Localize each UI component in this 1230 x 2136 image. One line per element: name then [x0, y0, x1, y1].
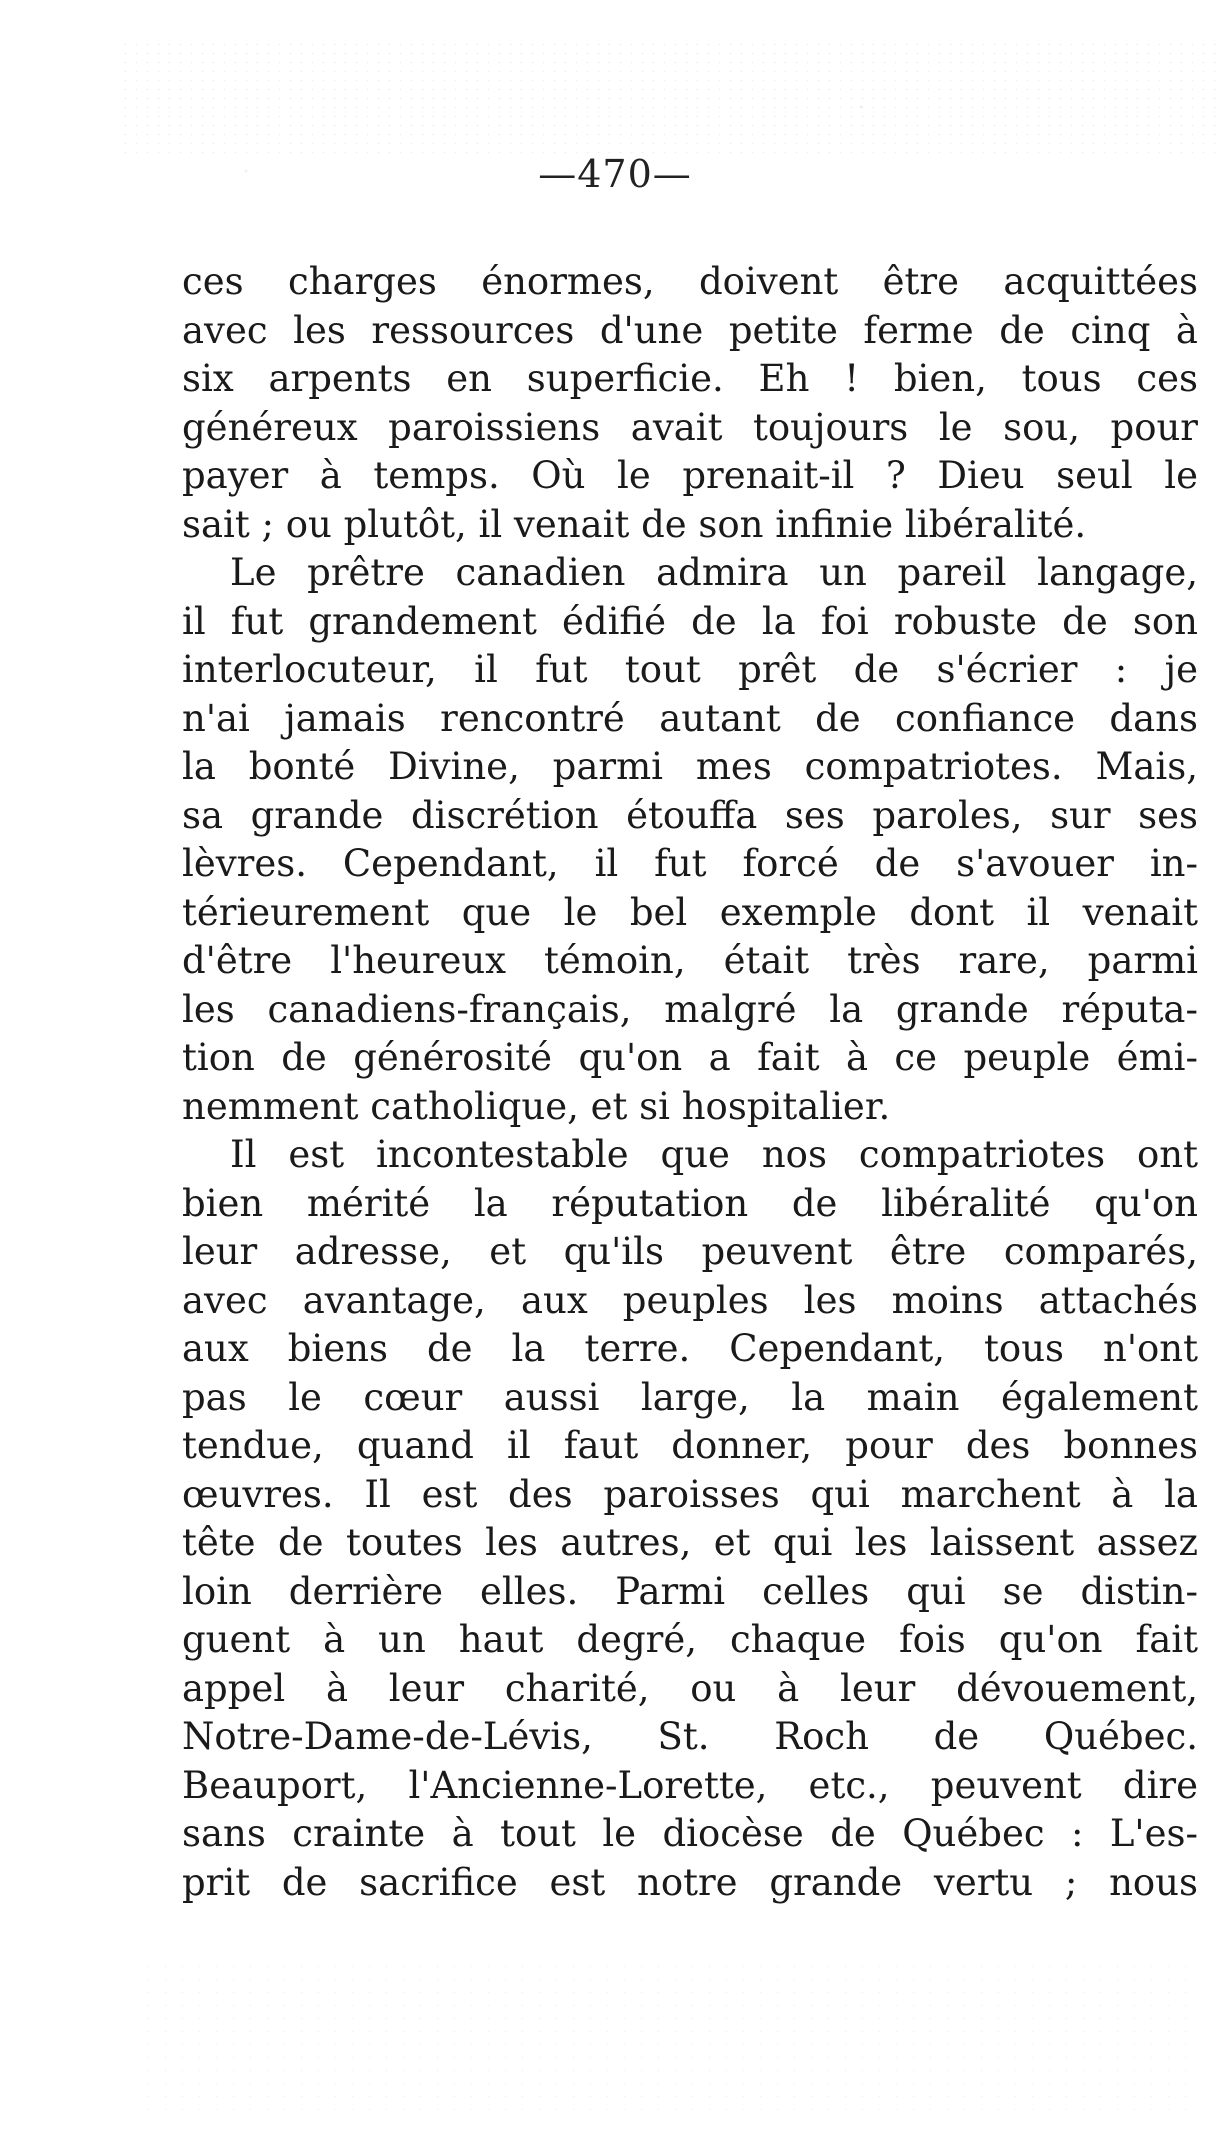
text-line: payer à temps. Où le prenait-il ? Dieu seul le [182, 454, 1198, 497]
text-line: avec avantage, aux peuples les moins attachés [182, 1278, 1198, 1322]
text-line: Notre-Dame-de-Lévis, St. Roch de Québec. [182, 1715, 1198, 1758]
text-line: les canadiens-français, malgré la grande réputa- [182, 987, 1198, 1031]
text-line: il fut grandement édifié de la foi robuste de son [182, 599, 1198, 643]
page-number: —470— [538, 152, 692, 196]
text-line: loin derrière elles. Parmi celles qui se distin- [182, 1569, 1198, 1613]
text-line: prit de sacrifice est notre grande vertu ; nous [182, 1860, 1198, 1904]
scan-noise-bottom [140, 1960, 1200, 2110]
text-line: tion de générosité qu'on a fait à ce peuple émi- [182, 1036, 1198, 1079]
body-text [182, 258, 1198, 1907]
text-line: Le prêtre canadien admira un pareil langage, [230, 551, 1198, 594]
text-line: d'être l'heureux témoin, était très rare, parmi [182, 939, 1198, 982]
text-line: appel à leur charité, ou à leur dévouement, [182, 1666, 1198, 1710]
text-line: leur adresse, et qu'ils peuvent être comparés, [182, 1230, 1198, 1273]
text-line: Beauport, l'Ancienne-Lorette, etc., peuvent dire [182, 1763, 1198, 1807]
text-line: Il est incontestable que nos compatriotes ont [230, 1133, 1198, 1176]
text-line: n'ai jamais rencontré autant de confiance dans [182, 696, 1198, 740]
text-line: tête de toutes les autres, et qui les laissent assez [182, 1521, 1198, 1564]
text-line: avec les ressources d'une petite ferme de cinq à [182, 308, 1198, 352]
text-line: sait ; ou plutôt, il venait de son infinie libéralité. [182, 502, 1087, 546]
scan-noise-top [120, 40, 1220, 160]
text-line: sans crainte à tout le diocèse de Québec : L'es- [182, 1812, 1198, 1855]
text-line: tendue, quand il faut donner, pour des bonnes [182, 1424, 1198, 1467]
text-line: œuvres. Il est des paroisses qui marchent à la [182, 1472, 1198, 1516]
text-line: guent à un haut degré, chaque fois qu'on fait [182, 1618, 1198, 1661]
text-line: térieurement que le bel exemple dont il venait [182, 890, 1198, 934]
text-line: sa grande discrétion étouffa ses paroles, sur ses [182, 793, 1198, 837]
text-line: bien mérité la réputation de libéralité qu'on [182, 1181, 1198, 1225]
text-line: lèvres. Cependant, il fut forcé de s'avouer in- [182, 842, 1198, 885]
text-line: aux biens de la terre. Cependant, tous n'ont [182, 1327, 1198, 1370]
text-line: nemment catholique, et si hospitalier. [182, 1084, 891, 1128]
text-line: pas le cœur aussi large, la main également [182, 1375, 1198, 1419]
text-line: la bonté Divine, parmi mes compatriotes. Mais, [182, 745, 1198, 788]
text-line: généreux paroissiens avait toujours le sou, pour [182, 405, 1198, 449]
text-line: six arpents en superficie. Eh ! bien, tous ces [182, 357, 1198, 400]
text-line: interlocuteur, il fut tout prêt de s'écrier : je [182, 648, 1198, 691]
text-line: ces charges énormes, doivent être acquittées [182, 260, 1198, 303]
